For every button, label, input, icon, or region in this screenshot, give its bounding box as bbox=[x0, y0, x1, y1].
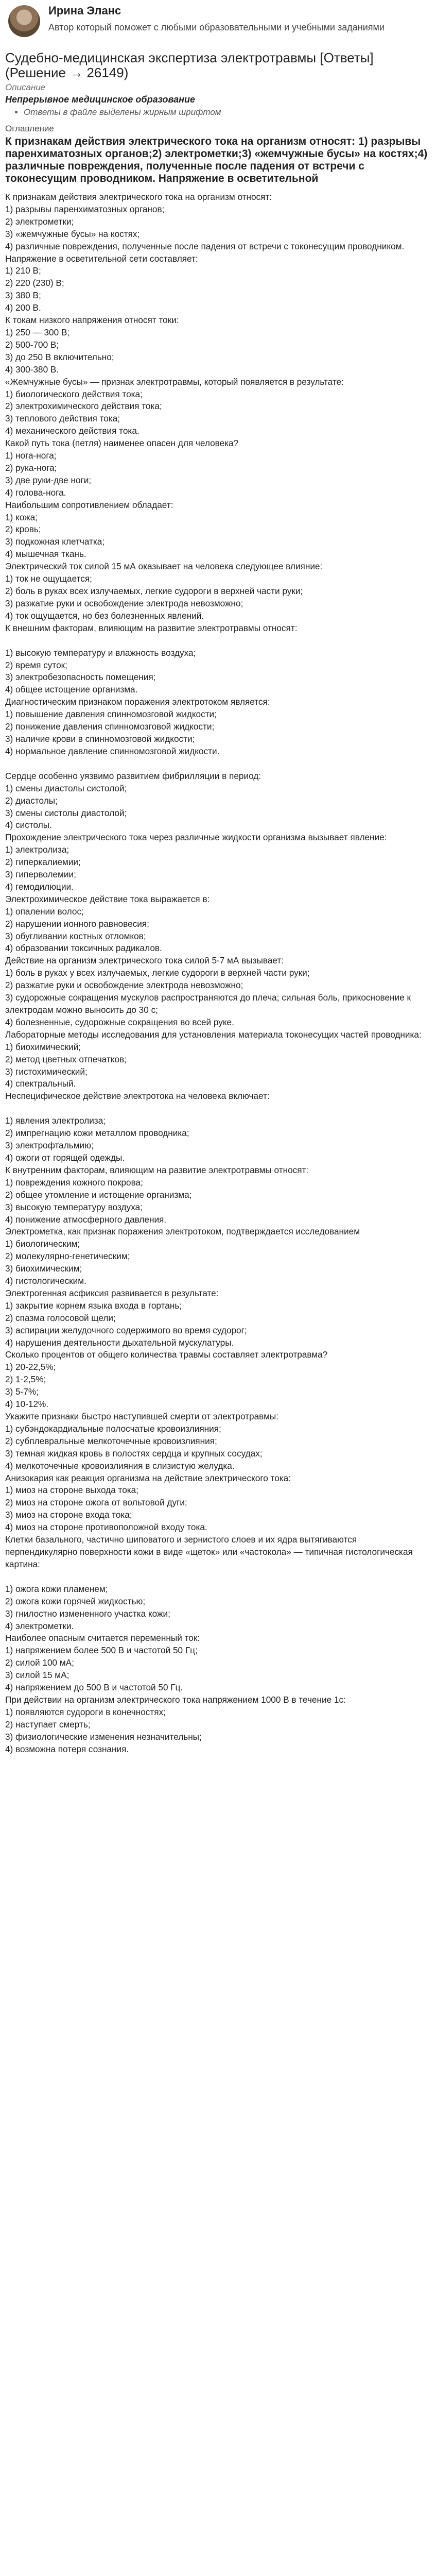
answer-option: 4) общее истощение организма. bbox=[5, 684, 138, 695]
question-text: Электрометка, как признак поражения электротоком, подтверждается исследованием bbox=[5, 1226, 360, 1237]
answer-option: 2) кровь; bbox=[5, 524, 41, 535]
answer-option: 2) диастолы; bbox=[5, 795, 58, 806]
answer-option: 1) ток не ощущается; bbox=[5, 573, 92, 584]
question-text: При действии на организм электрического тока напряжением 1000 В в течение 1с: bbox=[5, 1694, 346, 1705]
answer-option: 3) электрофтальмию; bbox=[5, 1140, 94, 1151]
answer-option: 2) понижение давления спинномозговой жидкости; bbox=[5, 721, 215, 732]
answer-option: 3) обугливании костных отломков; bbox=[5, 930, 146, 941]
answer-option: 4) 10-12%. bbox=[5, 1399, 49, 1410]
question-text: Напряжение в осветительной сети составляет: bbox=[5, 253, 198, 264]
answer-option: 3) «жемчужные бусы» на костях; bbox=[5, 228, 140, 239]
answer-option: 2) рука-нога; bbox=[5, 462, 57, 473]
toc-label: Оглавление bbox=[5, 124, 54, 133]
answer-option: 1) появляются судороги в конечностях; bbox=[5, 1706, 166, 1717]
answer-option: 4) 300-380 В. bbox=[5, 364, 59, 375]
answer-option: 2) субплевральные мелкоточечные кровоизлияния; bbox=[5, 1435, 217, 1446]
answer-option: 1) боль в руках у всех излучаемых, легкие судороги в верхней части руки; bbox=[5, 968, 310, 978]
question-text: Сколько процентов от общего количества травмы составляет электротравма? bbox=[5, 1349, 328, 1360]
answer-option: 3) силой 15 мА; bbox=[5, 1670, 69, 1681]
spacer bbox=[5, 758, 431, 770]
author-card bbox=[5, 0, 431, 50]
answer-option: 1) 210 В; bbox=[5, 265, 41, 276]
answer-option: 4) спектральный. bbox=[5, 1078, 76, 1089]
question-text: Неспецифическое действие электротока на человека включает: bbox=[5, 1091, 270, 1101]
answer-option: 4) голова-нога. bbox=[5, 487, 66, 498]
answer-option: 1) 20-22,5%; bbox=[5, 1362, 56, 1372]
spacer bbox=[5, 1571, 431, 1583]
question-text: Наиболее опасным считается переменный ток: bbox=[5, 1633, 200, 1643]
answer-option: 1) субэндокардиальные полосчатые кровоизлияния; bbox=[5, 1423, 221, 1434]
spacer bbox=[5, 1103, 431, 1115]
answer-option: 1) электролиза; bbox=[5, 844, 69, 855]
answer-option: 3) гиперволемии; bbox=[5, 869, 76, 880]
spacer bbox=[5, 635, 431, 647]
answer-option: 4) электрометки. bbox=[5, 1620, 74, 1631]
answer-option: 1) биохимический; bbox=[5, 1041, 81, 1052]
question-text: Какой путь тока (петля) наименее опасен для человека? bbox=[5, 438, 239, 449]
answer-option: 2) ожога кожи горячей жидкостью; bbox=[5, 1596, 146, 1606]
answer-option: 2) спазма голосовой щели; bbox=[5, 1312, 116, 1323]
answer-option: 3) наличие крови в спинномозговой жидкости; bbox=[5, 733, 195, 744]
answer-option: 4) мелкоточечные кровоизлияния в слизистую желудка. bbox=[5, 1460, 235, 1471]
answer-option: 2) 500-700 В; bbox=[5, 339, 59, 350]
answer-option: 2) 1-2,5%; bbox=[5, 1374, 46, 1385]
answer-option: 2) разжатие руки и освобождение электрода невозможно; bbox=[5, 980, 243, 991]
question-text: Лабораторные методы исследования для установления материала токонесущих частей проводника: bbox=[5, 1029, 422, 1040]
answer-option: 4) нормальное давление спинномозговой жидкости. bbox=[5, 745, 220, 756]
education-type: Непрерывное медицинское образование bbox=[5, 94, 196, 105]
answer-option: 3) смены систолы диастолой; bbox=[5, 807, 127, 818]
answer-option: 4) понижение атмосферного давления. bbox=[5, 1214, 167, 1225]
question-text: К внешним факторам, влияющим на развитие электротравмы относят: bbox=[5, 622, 298, 633]
question-text: Наибольшим сопротивлением обладает: bbox=[5, 499, 173, 510]
intro-question: К признакам действия электрического тока на организм относят: 1) разрывы паренхиматозных органов;2) электрометки;3) «жемчужные бусы» на костях;4) различные повреждения, полученные после падения от встречи с токонесущим проводником. Напряжение в осветительной bbox=[5, 135, 428, 184]
answer-option: 1) биологического действия тока; bbox=[5, 388, 143, 399]
answer-option: 2) молекулярно-генетическим; bbox=[5, 1251, 130, 1262]
author-description: Автор который поможет с любыми образовательными и учебными заданиями bbox=[48, 22, 385, 32]
answer-option: 3) темная жидкая кровь в полостях сердца и крупных сосудах; bbox=[5, 1448, 263, 1459]
answer-option: 1) 250 — 300 В; bbox=[5, 327, 70, 337]
question-text: Диагностическим признаком поражения электротоком является: bbox=[5, 697, 270, 707]
answer-option: 1) кожа; bbox=[5, 512, 38, 522]
author-info bbox=[48, 3, 385, 33]
answer-option: 4) мышечная ткань. bbox=[5, 549, 86, 560]
answer-option: 4) гемодилюции. bbox=[5, 881, 74, 892]
answer-option: 3) гнилостно измененного участка кожи; bbox=[5, 1608, 170, 1619]
question-text: Анизокария как реакция организма на действие электрического тока: bbox=[5, 1472, 291, 1483]
answer-option: 4) миоз на стороне противоположной входу тока. bbox=[5, 1522, 207, 1533]
answer-option: 2) электрометки; bbox=[5, 216, 74, 227]
author-name[interactable]: Ирина Эланс bbox=[48, 4, 121, 17]
answer-option: 2) боль в руках всех излучаемых, легкие судороги в верхней части руки; bbox=[5, 586, 303, 596]
answer-option: 4) систолы. bbox=[5, 820, 52, 831]
answers-note: • Ответы в файле выделены жирным шрифтом bbox=[24, 107, 431, 117]
notes-list bbox=[5, 107, 431, 117]
question-text: Электрогенная асфиксия развивается в результате: bbox=[5, 1287, 219, 1298]
question-text: Действие на организм электрического тока силой 5-7 мА вызывает: bbox=[5, 955, 284, 966]
question-text: «Жемчужные бусы» — признак электротравмы, который появляется в результате: bbox=[5, 376, 344, 387]
answer-option: 3) до 250 В включительно; bbox=[5, 351, 114, 362]
document-title: Судебно-медицинская экспертиза электротравмы [Ответы] (Решение → 26149) bbox=[5, 50, 374, 80]
answer-option: 2) силой 100 мА; bbox=[5, 1657, 74, 1668]
answer-option: 2) нарушении ионного равновесия; bbox=[5, 918, 149, 929]
answer-option: 3) гистохимический; bbox=[5, 1066, 88, 1077]
answer-option: 4) механического действия тока. bbox=[5, 426, 139, 436]
question-text: К внутренним факторам, влияющим на развитие электротравмы относят: bbox=[5, 1164, 309, 1175]
answer-option: 2) импрегнацию кожи металлом проводника; bbox=[5, 1128, 189, 1139]
answer-option: 2) 220 (230) В; bbox=[5, 278, 64, 289]
answer-option: 2) метод цветных отпечатков; bbox=[5, 1054, 127, 1064]
answer-option: 1) закрытие корнем языка входа в гортань; bbox=[5, 1300, 182, 1311]
answer-option: 4) гистологическим. bbox=[5, 1276, 86, 1286]
answer-option: 3) подкожная клетчатка; bbox=[5, 536, 105, 547]
answer-option: 1) миоз на стороне выхода тока; bbox=[5, 1485, 138, 1496]
answer-option: 4) напряжением до 500 В и частотой 50 Гц. bbox=[5, 1682, 183, 1693]
answer-option: 3) теплового действия тока; bbox=[5, 413, 120, 424]
answer-option: 3) две руки-две ноги; bbox=[5, 474, 92, 485]
answer-option: 3) биохимическим; bbox=[5, 1263, 82, 1274]
answer-option: 4) ожоги от горящей одежды. bbox=[5, 1152, 125, 1163]
answer-option: 4) болезненные, судорожные сокращения во всей руке. bbox=[5, 1016, 234, 1027]
answer-option: 3) 380 В; bbox=[5, 290, 41, 301]
answer-option: 4) различные повреждения, полученные после падения от встречи с токонесущим проводником. bbox=[5, 241, 405, 251]
answer-option: 1) явления электролиза; bbox=[5, 1115, 106, 1126]
answer-option: 2) миоз на стороне ожога от вольтовой дуги; bbox=[5, 1497, 187, 1508]
answer-option: 4) образовании токсичных радикалов. bbox=[5, 943, 162, 954]
question-text: Клетки базального, частично шиповатого и зернистого слоев и их ядра вытягиваются перпендикулярно поверхности кожи в виде «щеток» или «частокола» — типичная гистологическая картина: bbox=[5, 1534, 413, 1569]
question-text: К токам низкого напряжения относят токи: bbox=[5, 315, 179, 326]
answer-option: 1) повреждения кожного покрова; bbox=[5, 1177, 143, 1188]
answer-option: 2) наступает смерть; bbox=[5, 1719, 91, 1730]
answer-option: 4) нарушения деятельности дыхательной мускулатуры. bbox=[5, 1337, 234, 1348]
answer-option: 1) напряжением более 500 В и частотой 50 Гц; bbox=[5, 1645, 198, 1656]
description-label: Описание bbox=[5, 82, 46, 92]
answer-option: 4) ток ощущается, но без болезненных явлений. bbox=[5, 610, 204, 621]
question-text: К признакам действия электрического тока на организм относят: bbox=[5, 192, 272, 202]
answer-option: 3) миоз на стороне входа тока; bbox=[5, 1510, 132, 1520]
answer-option: 4) 200 В. bbox=[5, 302, 41, 313]
answer-option: 3) физиологические изменения незначительны; bbox=[5, 1731, 202, 1742]
question-text: Укажите признаки быстро наступившей смерти от электротравмы: bbox=[5, 1411, 279, 1421]
answer-option: 2) время суток; bbox=[5, 659, 67, 670]
answer-option: 4) возможна потеря сознания. bbox=[5, 1743, 129, 1754]
answer-option: 1) смены диастолы систолой; bbox=[5, 783, 127, 793]
answer-option: 1) разрывы паренхиматозных органов; bbox=[5, 204, 165, 214]
question-text: Электрохимическое действие тока выражается в: bbox=[5, 893, 210, 904]
answer-option: 2) общее утомление и истощение организма; bbox=[5, 1189, 192, 1200]
answer-option: 2) электрохимического действия тока; bbox=[5, 401, 162, 412]
answer-option: 3) высокую температуру воздуха; bbox=[5, 1201, 143, 1212]
answer-option: 1) нога-нога; bbox=[5, 450, 57, 461]
answer-option: 1) опалении волос; bbox=[5, 906, 84, 917]
answer-option: 1) высокую температуру и влажность воздуха; bbox=[5, 647, 196, 658]
answer-option: 1) повышение давления спинномозговой жидкости; bbox=[5, 709, 217, 720]
answer-option: 3) аспирации желудочного содержимого во время судорог; bbox=[5, 1325, 247, 1335]
questions-content bbox=[5, 191, 431, 1755]
answer-option: 1) ожога кожи пламенем; bbox=[5, 1583, 108, 1594]
answer-option: 1) биологическим; bbox=[5, 1239, 80, 1249]
answer-option: 3) судорожные сокращения мускулов распространяются до плеча; сильная боль, прикосновение к электродам можно выносить до 30 с; bbox=[5, 992, 411, 1015]
answer-option: 3) 5-7%; bbox=[5, 1386, 39, 1397]
question-text: Сердце особенно уязвимо развитием фибрилляции в период: bbox=[5, 770, 261, 781]
question-text: Электрический ток силой 15 мА оказывает на человека следующее влияние: bbox=[5, 561, 323, 572]
answer-option: 3) электробезопасность помещения; bbox=[5, 672, 156, 683]
answer-option: 3) разжатие руки и освобождение электрода невозможно; bbox=[5, 598, 243, 608]
answer-option: 2) гиперкалиемии; bbox=[5, 857, 81, 868]
author-avatar[interactable] bbox=[8, 5, 40, 37]
question-text: Прохождение электрического тока через различные жидкости организма вызывает явление: bbox=[5, 832, 387, 843]
